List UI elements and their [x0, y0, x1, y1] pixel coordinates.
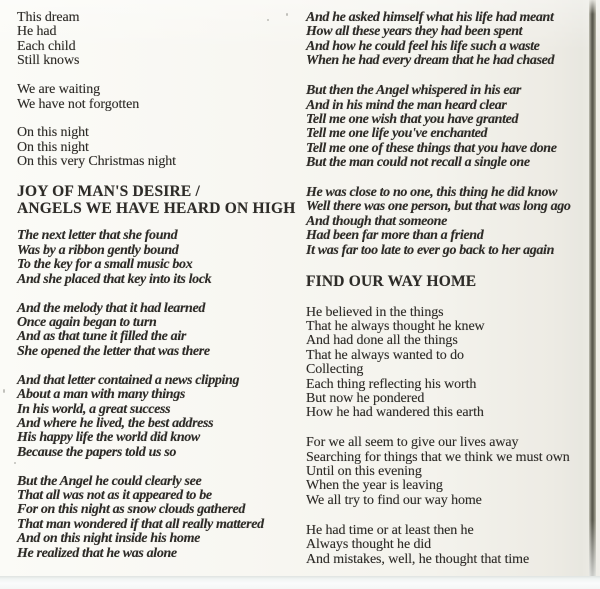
song-title [306, 274, 592, 290]
lyric-line: Still knows [17, 53, 80, 69]
lyric-line: And in his mind the man heard clear [306, 97, 507, 113]
lyric-line: It was far too late to ever go back to her again [306, 242, 555, 258]
scan-speck [14, 462, 16, 464]
lyric-line: He had time or at least then he [306, 522, 474, 538]
lyric-line: When he had every dream that he had chased [306, 53, 555, 69]
lyric-line: His happy life the world did know [17, 430, 200, 446]
lyric-line: That he always wanted to do [306, 347, 464, 363]
lyric-line: He had [17, 24, 57, 40]
song-title [17, 184, 301, 217]
lyric-line: About a man with many things [17, 387, 185, 403]
lyric-line: Well there was one person, but that was long ago [306, 199, 571, 215]
lyric-line: That man wondered if that all really mattered [17, 516, 264, 532]
lyrics-stanza [17, 475, 301, 561]
lyric-line: And how he could feel his life such a waste [306, 38, 540, 54]
lyrics-stanza [306, 84, 592, 170]
lyric-line: That he always thought he knew [306, 318, 485, 334]
scan-speck [267, 19, 269, 21]
lyric-line: But then the Angel whispered in his ear [306, 83, 521, 99]
lyric-line: But now he pondered [306, 390, 425, 406]
lyric-line: On this night [17, 139, 89, 155]
lyrics-stanza [17, 302, 301, 360]
lyric-line: How all these years they had been spent [306, 24, 523, 40]
lyric-line: He believed in the things [306, 304, 444, 320]
lyrics-stanza [306, 186, 592, 258]
lyric-line: And as that tune it filled the air [17, 329, 186, 345]
scan-speck [286, 13, 288, 16]
lyric-line: Until on this evening [306, 464, 422, 480]
lyric-line: That all was not as it appeared to be [17, 488, 212, 504]
lyric-line: When the year is leaving [306, 478, 443, 494]
lyric-line: And she placed that key into its lock [17, 271, 212, 287]
lyric-line: Collecting [306, 362, 364, 378]
lyric-line: Once again began to turn [17, 315, 157, 330]
scan-speck [3, 389, 5, 393]
lyric-line: The next letter that she found [17, 228, 178, 244]
lyric-line: But the man could not recall a single one [306, 155, 530, 171]
song-title-line: ANGELS WE HAVE HEARD ON HIGH [17, 199, 296, 217]
lyric-line: He was close to no one, this thing he did know [306, 185, 558, 201]
song-title-line: FIND OUR WAY HOME [306, 272, 477, 290]
lyric-line: To the key for a small music box [17, 257, 193, 273]
lyric-line: Had been far more than a friend [306, 228, 484, 244]
lyrics-stanza [306, 11, 592, 69]
lyrics-stanza [17, 83, 301, 112]
lyric-line: And on this night inside his home [17, 531, 200, 547]
lyric-line: But the Angel he could clearly see [17, 473, 202, 489]
lyrics-stanza [17, 11, 301, 69]
lyric-line: For we all seem to give our lives away [306, 435, 519, 451]
lyric-line: Because the papers told us so [17, 444, 177, 460]
lyric-line: He realized that he was alone [17, 545, 177, 561]
lyrics-stanza [306, 436, 592, 508]
lyric-line: And he asked himself what his life had meant [306, 10, 554, 25]
lyric-line: And mistakes, well, he thought that time [306, 551, 530, 567]
lyric-line: In his world, a great success [17, 401, 171, 417]
page-edge-shadow [589, 0, 596, 578]
lyric-line: On this very Christmas night [17, 154, 176, 170]
lyric-line: And had done all the things [306, 333, 458, 349]
lyric-line: Each child [17, 38, 76, 54]
lyric-line: For on this night as snow clouds gathered [17, 502, 245, 518]
lyric-line: And that letter contained a news clipping [17, 372, 240, 388]
lyric-line: She opened the letter that was there [17, 343, 210, 359]
lyric-line: This dream [17, 10, 80, 25]
lyric-line: And though that someone [306, 213, 447, 229]
lyrics-stanza [17, 374, 301, 460]
lyric-line: Tell me one wish that you have granted [306, 111, 519, 127]
lyrics-column-right [306, 11, 592, 583]
lyric-line: And where he lived, the best address [17, 415, 214, 431]
lyrics-stanza [306, 524, 592, 567]
lyric-line: Was by a ribbon gently bound [17, 242, 179, 258]
lyric-line: Tell me one life you've enchanted [306, 126, 488, 142]
lyric-line: Tell me one of these things that you have done [306, 140, 557, 156]
lyric-line: Each thing reflecting his worth [306, 376, 477, 392]
lyric-line: We all try to find our way home [306, 492, 482, 508]
lyric-line: We are waiting [17, 82, 100, 98]
lyrics-stanza [306, 306, 592, 421]
lyric-line: Always thought he did [306, 537, 432, 553]
lyrics-column-left [17, 11, 301, 576]
lyrics-stanza [17, 229, 301, 287]
lyric-line: We have not forgotten [17, 96, 140, 112]
lyrics-stanza [17, 126, 301, 169]
scan-edge-bottom [0, 576, 600, 589]
lyric-line: On this night [17, 125, 89, 141]
lyric-line: And the melody that it had learned [17, 300, 206, 316]
song-title-line: JOY OF MAN'S DESIRE / [17, 183, 201, 201]
lyric-line: How he had wandered this earth [306, 405, 484, 421]
lyric-line: Searching for things that we think we must own [306, 449, 570, 465]
